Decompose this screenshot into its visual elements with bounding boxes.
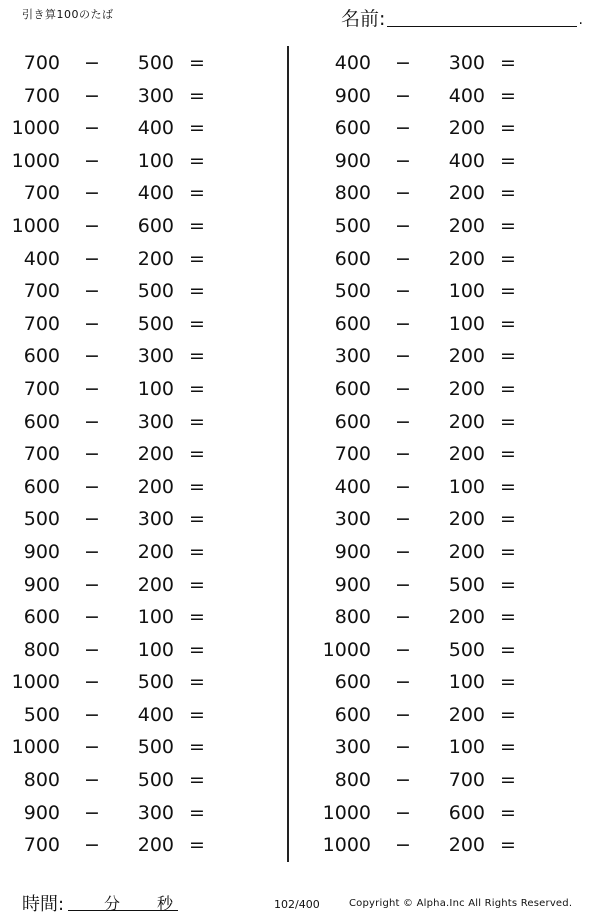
minus-sign: − — [395, 247, 411, 270]
minuend: 300 — [334, 345, 371, 368]
seconds-label: 秒 — [157, 894, 174, 913]
problem-row — [8, 700, 278, 733]
equals-sign: = — [500, 52, 516, 74]
minus-sign: − — [395, 117, 411, 140]
problem-row — [8, 798, 278, 831]
equals-sign: = — [500, 377, 516, 400]
equals-sign: = — [189, 247, 205, 270]
subtrahend: 600 — [137, 214, 174, 237]
problem-row — [8, 81, 278, 114]
equals-sign: = — [189, 475, 205, 498]
equals-sign: = — [189, 280, 205, 303]
subtrahend: 200 — [448, 182, 485, 205]
problem-row — [8, 439, 278, 472]
subtrahend: 500 — [137, 736, 174, 759]
equals-sign: = — [500, 508, 516, 531]
minuend: 900 — [23, 540, 60, 563]
subtrahend: 400 — [137, 182, 174, 205]
problem-row — [319, 537, 589, 570]
subtrahend: 100 — [137, 149, 174, 172]
problem-row — [8, 537, 278, 570]
minus-sign: − — [395, 214, 411, 237]
equals-sign: = — [189, 149, 205, 172]
problem-row — [8, 341, 278, 374]
equals-sign: = — [189, 377, 205, 400]
minuend: 700 — [23, 834, 60, 857]
subtrahend: 500 — [137, 671, 174, 694]
equals-sign: = — [500, 182, 516, 205]
minus-sign: − — [395, 312, 411, 335]
equals-sign: = — [189, 312, 205, 335]
problem-row — [319, 830, 589, 863]
equals-sign: = — [500, 345, 516, 368]
problem-row — [319, 700, 589, 733]
subtrahend: 200 — [448, 214, 485, 237]
subtrahend: 300 — [137, 508, 174, 531]
equals-sign: = — [500, 247, 516, 270]
subtrahend: 100 — [137, 377, 174, 400]
subtrahend: 200 — [137, 247, 174, 270]
problem-row — [319, 635, 589, 668]
minuend: 400 — [23, 247, 60, 270]
minuend: 300 — [334, 508, 371, 531]
subtrahend: 100 — [448, 312, 485, 335]
page-number: 102/400 — [274, 898, 320, 911]
minus-sign: − — [84, 834, 100, 857]
problem-row — [319, 439, 589, 472]
minuend: 1000 — [322, 638, 371, 661]
minus-sign: − — [84, 671, 100, 694]
minuend: 500 — [23, 508, 60, 531]
subtrahend: 100 — [448, 280, 485, 303]
minus-sign: − — [395, 410, 411, 433]
problem-row — [319, 374, 589, 407]
minus-sign: − — [84, 247, 100, 270]
problem-row — [319, 570, 589, 603]
equals-sign: = — [189, 182, 205, 205]
equals-sign: = — [189, 508, 205, 531]
minuend: 700 — [23, 377, 60, 400]
problem-row — [8, 570, 278, 603]
problem-row — [8, 472, 278, 505]
equals-sign: = — [189, 214, 205, 237]
subtrahend: 400 — [448, 149, 485, 172]
equals-sign: = — [500, 801, 516, 824]
equals-sign: = — [189, 638, 205, 661]
subtrahend: 200 — [137, 573, 174, 596]
equals-sign: = — [500, 834, 516, 857]
subtrahend: 400 — [137, 703, 174, 726]
minuend: 600 — [23, 475, 60, 498]
problem-row — [319, 765, 589, 798]
minuend: 300 — [334, 736, 371, 759]
subtrahend: 200 — [137, 475, 174, 498]
problem-row — [319, 341, 589, 374]
minus-sign: − — [395, 377, 411, 400]
problem-row — [8, 309, 278, 342]
minuend: 500 — [334, 280, 371, 303]
subtrahend: 200 — [448, 443, 485, 466]
subtrahend: 500 — [137, 312, 174, 335]
problem-row — [319, 798, 589, 831]
minuend: 400 — [334, 475, 371, 498]
minuend: 800 — [334, 182, 371, 205]
problem-row — [8, 178, 278, 211]
equals-sign: = — [500, 671, 516, 694]
minuend: 1000 — [11, 736, 60, 759]
subtrahend: 200 — [137, 443, 174, 466]
equals-sign: = — [500, 703, 516, 726]
minus-sign: − — [84, 280, 100, 303]
minus-sign: − — [84, 769, 100, 792]
name-label: 名前: — [341, 8, 386, 30]
equals-sign: = — [500, 736, 516, 759]
equals-sign: = — [189, 84, 205, 107]
equals-sign: = — [500, 214, 516, 237]
problem-row — [8, 732, 278, 765]
minus-sign: − — [84, 182, 100, 205]
minus-sign: − — [84, 117, 100, 140]
minuend: 800 — [23, 638, 60, 661]
minus-sign: − — [395, 801, 411, 824]
minus-sign: − — [395, 769, 411, 792]
problem-row — [8, 244, 278, 277]
minuend: 800 — [23, 769, 60, 792]
minuend: 900 — [23, 801, 60, 824]
subtrahend: 100 — [137, 638, 174, 661]
minus-sign: − — [395, 443, 411, 466]
minus-sign: − — [395, 508, 411, 531]
minus-sign: − — [84, 475, 100, 498]
equals-sign: = — [189, 540, 205, 563]
problem-row — [319, 276, 589, 309]
equals-sign: = — [500, 149, 516, 172]
equals-sign: = — [500, 475, 516, 498]
minuend: 700 — [23, 84, 60, 107]
equals-sign: = — [189, 703, 205, 726]
minuend: 600 — [334, 117, 371, 140]
subtrahend: 200 — [448, 410, 485, 433]
minuend: 900 — [334, 540, 371, 563]
minus-sign: − — [84, 312, 100, 335]
minus-sign: − — [84, 638, 100, 661]
problem-row — [319, 244, 589, 277]
subtrahend: 200 — [448, 834, 485, 857]
problem-row — [319, 472, 589, 505]
time-label: 時間: — [22, 894, 65, 915]
minuend: 900 — [23, 573, 60, 596]
minuend: 700 — [23, 312, 60, 335]
problem-row — [319, 407, 589, 440]
minuend: 1000 — [11, 671, 60, 694]
problem-row — [319, 113, 589, 146]
subtrahend: 300 — [137, 801, 174, 824]
equals-sign: = — [500, 117, 516, 140]
problem-row — [8, 635, 278, 668]
minus-sign: − — [84, 52, 100, 74]
problem-row — [319, 309, 589, 342]
problem-row — [8, 276, 278, 309]
equals-sign: = — [189, 736, 205, 759]
subtrahend: 200 — [448, 247, 485, 270]
equals-sign: = — [189, 52, 205, 74]
name-field[interactable] — [341, 4, 583, 30]
minus-sign: − — [395, 606, 411, 629]
subtrahend: 300 — [448, 52, 485, 74]
minuend: 600 — [334, 312, 371, 335]
equals-sign: = — [189, 443, 205, 466]
equals-sign: = — [500, 606, 516, 629]
minuend: 700 — [23, 443, 60, 466]
equals-sign: = — [189, 345, 205, 368]
minuend: 600 — [334, 377, 371, 400]
problem-row — [8, 113, 278, 146]
equals-sign: = — [189, 117, 205, 140]
subtrahend: 400 — [448, 84, 485, 107]
problem-row — [8, 830, 278, 863]
minuend: 700 — [334, 443, 371, 466]
minus-sign: − — [395, 540, 411, 563]
subtrahend: 300 — [137, 84, 174, 107]
minus-sign: − — [395, 671, 411, 694]
subtrahend: 500 — [137, 280, 174, 303]
subtrahend: 200 — [448, 703, 485, 726]
minus-sign: − — [395, 182, 411, 205]
minutes-label: 分 — [104, 894, 121, 913]
minus-sign: − — [395, 52, 411, 74]
minuend: 600 — [334, 410, 371, 433]
minuend: 700 — [23, 182, 60, 205]
equals-sign: = — [500, 769, 516, 792]
minuend: 600 — [334, 671, 371, 694]
problem-row — [319, 81, 589, 114]
minuend: 500 — [23, 703, 60, 726]
problem-row — [8, 211, 278, 244]
equals-sign: = — [189, 834, 205, 857]
left-problem-column — [8, 48, 278, 863]
equals-sign: = — [500, 443, 516, 466]
problem-row — [319, 504, 589, 537]
equals-sign: = — [189, 573, 205, 596]
subtrahend: 200 — [448, 606, 485, 629]
minus-sign: − — [84, 703, 100, 726]
minuend: 400 — [334, 52, 371, 74]
problem-row — [8, 504, 278, 537]
minus-sign: − — [84, 736, 100, 759]
minus-sign: − — [395, 573, 411, 596]
minus-sign: − — [395, 149, 411, 172]
minus-sign: − — [395, 280, 411, 303]
minus-sign: − — [84, 149, 100, 172]
equals-sign: = — [500, 540, 516, 563]
subtrahend: 200 — [448, 540, 485, 563]
problem-row — [8, 765, 278, 798]
subtrahend: 500 — [137, 52, 174, 74]
minuend: 800 — [334, 606, 371, 629]
minus-sign: − — [84, 540, 100, 563]
subtrahend: 100 — [137, 606, 174, 629]
subtrahend: 200 — [448, 117, 485, 140]
minus-sign: − — [395, 475, 411, 498]
minuend: 1000 — [322, 834, 371, 857]
equals-sign: = — [189, 801, 205, 824]
minuend: 700 — [23, 52, 60, 74]
problem-row — [8, 146, 278, 179]
worksheet-title: 引き算100のたば — [22, 8, 114, 21]
subtrahend: 200 — [448, 345, 485, 368]
subtrahend: 600 — [448, 801, 485, 824]
problem-row — [319, 48, 589, 81]
problem-row — [319, 602, 589, 635]
equals-sign: = — [189, 769, 205, 792]
problem-row — [319, 211, 589, 244]
minus-sign: − — [395, 638, 411, 661]
equals-sign: = — [500, 312, 516, 335]
minus-sign: − — [84, 801, 100, 824]
equals-sign: = — [189, 410, 205, 433]
subtrahend: 300 — [137, 345, 174, 368]
minus-sign: − — [84, 410, 100, 433]
equals-sign: = — [500, 280, 516, 303]
subtrahend: 500 — [448, 638, 485, 661]
subtrahend: 200 — [137, 540, 174, 563]
minus-sign: − — [84, 508, 100, 531]
equals-sign: = — [500, 410, 516, 433]
minus-sign: − — [84, 606, 100, 629]
subtrahend: 400 — [137, 117, 174, 140]
minuend: 1000 — [11, 117, 60, 140]
minuend: 700 — [23, 280, 60, 303]
subtrahend: 300 — [137, 410, 174, 433]
equals-sign: = — [500, 638, 516, 661]
minuend: 1000 — [322, 801, 371, 824]
subtrahend: 200 — [448, 377, 485, 400]
subtrahend: 500 — [448, 573, 485, 596]
minuend: 600 — [23, 345, 60, 368]
minuend: 900 — [334, 573, 371, 596]
minuend: 600 — [334, 247, 371, 270]
right-problem-column — [319, 48, 589, 863]
column-divider — [287, 46, 289, 862]
equals-sign: = — [189, 671, 205, 694]
minuend: 900 — [334, 149, 371, 172]
equals-sign: = — [500, 573, 516, 596]
equals-sign: = — [189, 606, 205, 629]
minus-sign: − — [84, 377, 100, 400]
problem-row — [319, 178, 589, 211]
minus-sign: − — [395, 345, 411, 368]
minus-sign: − — [84, 214, 100, 237]
subtrahend: 200 — [448, 508, 485, 531]
minuend: 600 — [334, 703, 371, 726]
problem-row — [319, 667, 589, 700]
problem-row — [8, 374, 278, 407]
minuend: 500 — [334, 214, 371, 237]
subtrahend: 100 — [448, 475, 485, 498]
subtrahend: 100 — [448, 671, 485, 694]
problem-row — [319, 732, 589, 765]
subtrahend: 500 — [137, 769, 174, 792]
subtrahend: 700 — [448, 769, 485, 792]
subtrahend: 100 — [448, 736, 485, 759]
minus-sign: − — [395, 703, 411, 726]
equals-sign: = — [500, 84, 516, 107]
minuend: 1000 — [11, 214, 60, 237]
problem-row — [8, 407, 278, 440]
copyright-notice: Copyright © Alpha.Inc All Rights Reserved. — [349, 898, 573, 909]
name-end-mark: . — [578, 12, 583, 28]
minus-sign: − — [395, 834, 411, 857]
minus-sign: − — [84, 573, 100, 596]
minuend: 900 — [334, 84, 371, 107]
subtrahend: 200 — [137, 834, 174, 857]
minuend: 600 — [23, 606, 60, 629]
minus-sign: − — [395, 736, 411, 759]
minus-sign: − — [395, 84, 411, 107]
minuend: 600 — [23, 410, 60, 433]
problem-row — [8, 602, 278, 635]
problem-row — [319, 146, 589, 179]
name-underline — [387, 26, 577, 27]
minuend: 1000 — [11, 149, 60, 172]
problem-row — [8, 667, 278, 700]
minus-sign: − — [84, 443, 100, 466]
minus-sign: − — [84, 345, 100, 368]
minus-sign: − — [84, 84, 100, 107]
problem-row — [8, 48, 278, 81]
minuend: 800 — [334, 769, 371, 792]
